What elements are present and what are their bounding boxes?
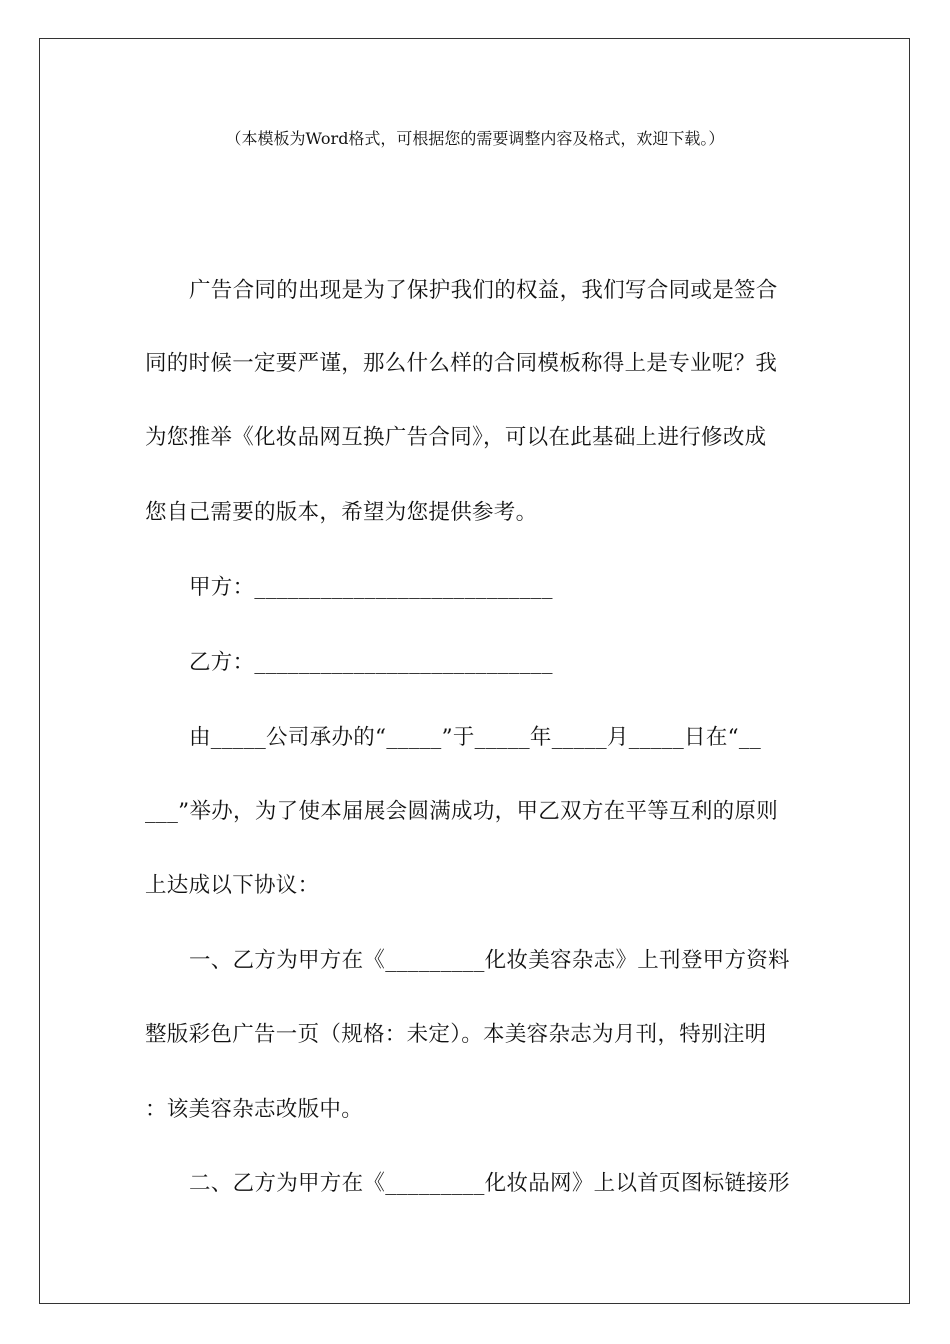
clause-1-line-2: 整版彩色广告一页（规格：未定）。本美容杂志为月刊，特别注明	[145, 1022, 767, 1047]
clause-2-line-1: 二、乙方为甲方在《_________化妆品网》上以首页图标链接形	[189, 1171, 790, 1196]
clause-1-line-3: ：该美容杂志改版中。	[145, 1097, 364, 1122]
party-a-line: 甲方：___________________________	[189, 575, 553, 600]
template-note: （本模板为Word格式，可根据您的需要调整内容及格式，欢迎下载。）	[225, 129, 725, 148]
clause-1-line-1: 一、乙方为甲方在《_________化妆美容杂志》上刊登甲方资料	[189, 948, 790, 973]
party-b-line: 乙方：___________________________	[189, 650, 553, 675]
preamble-line-3: 上达成以下协议：	[145, 873, 320, 898]
intro-line-1: 广告合同的出现是为了保护我们的权益，我们写合同或是签合	[189, 278, 778, 303]
preamble-line-1: 由_____公司承办的“_____”于_____年_____月_____日在“__	[189, 725, 762, 750]
intro-line-3: 为您推举《化妆品网互换广告合同》，可以在此基础上进行修改成	[145, 425, 767, 450]
intro-line-4: 您自己需要的版本，希望为您提供参考。	[145, 500, 538, 525]
preamble-line-2: ___”举办，为了使本届展会圆满成功，甲乙双方在平等互利的原则	[145, 799, 779, 824]
intro-line-2: 同的时候一定要严谨，那么什么样的合同模板称得上是专业呢？我	[145, 351, 778, 376]
